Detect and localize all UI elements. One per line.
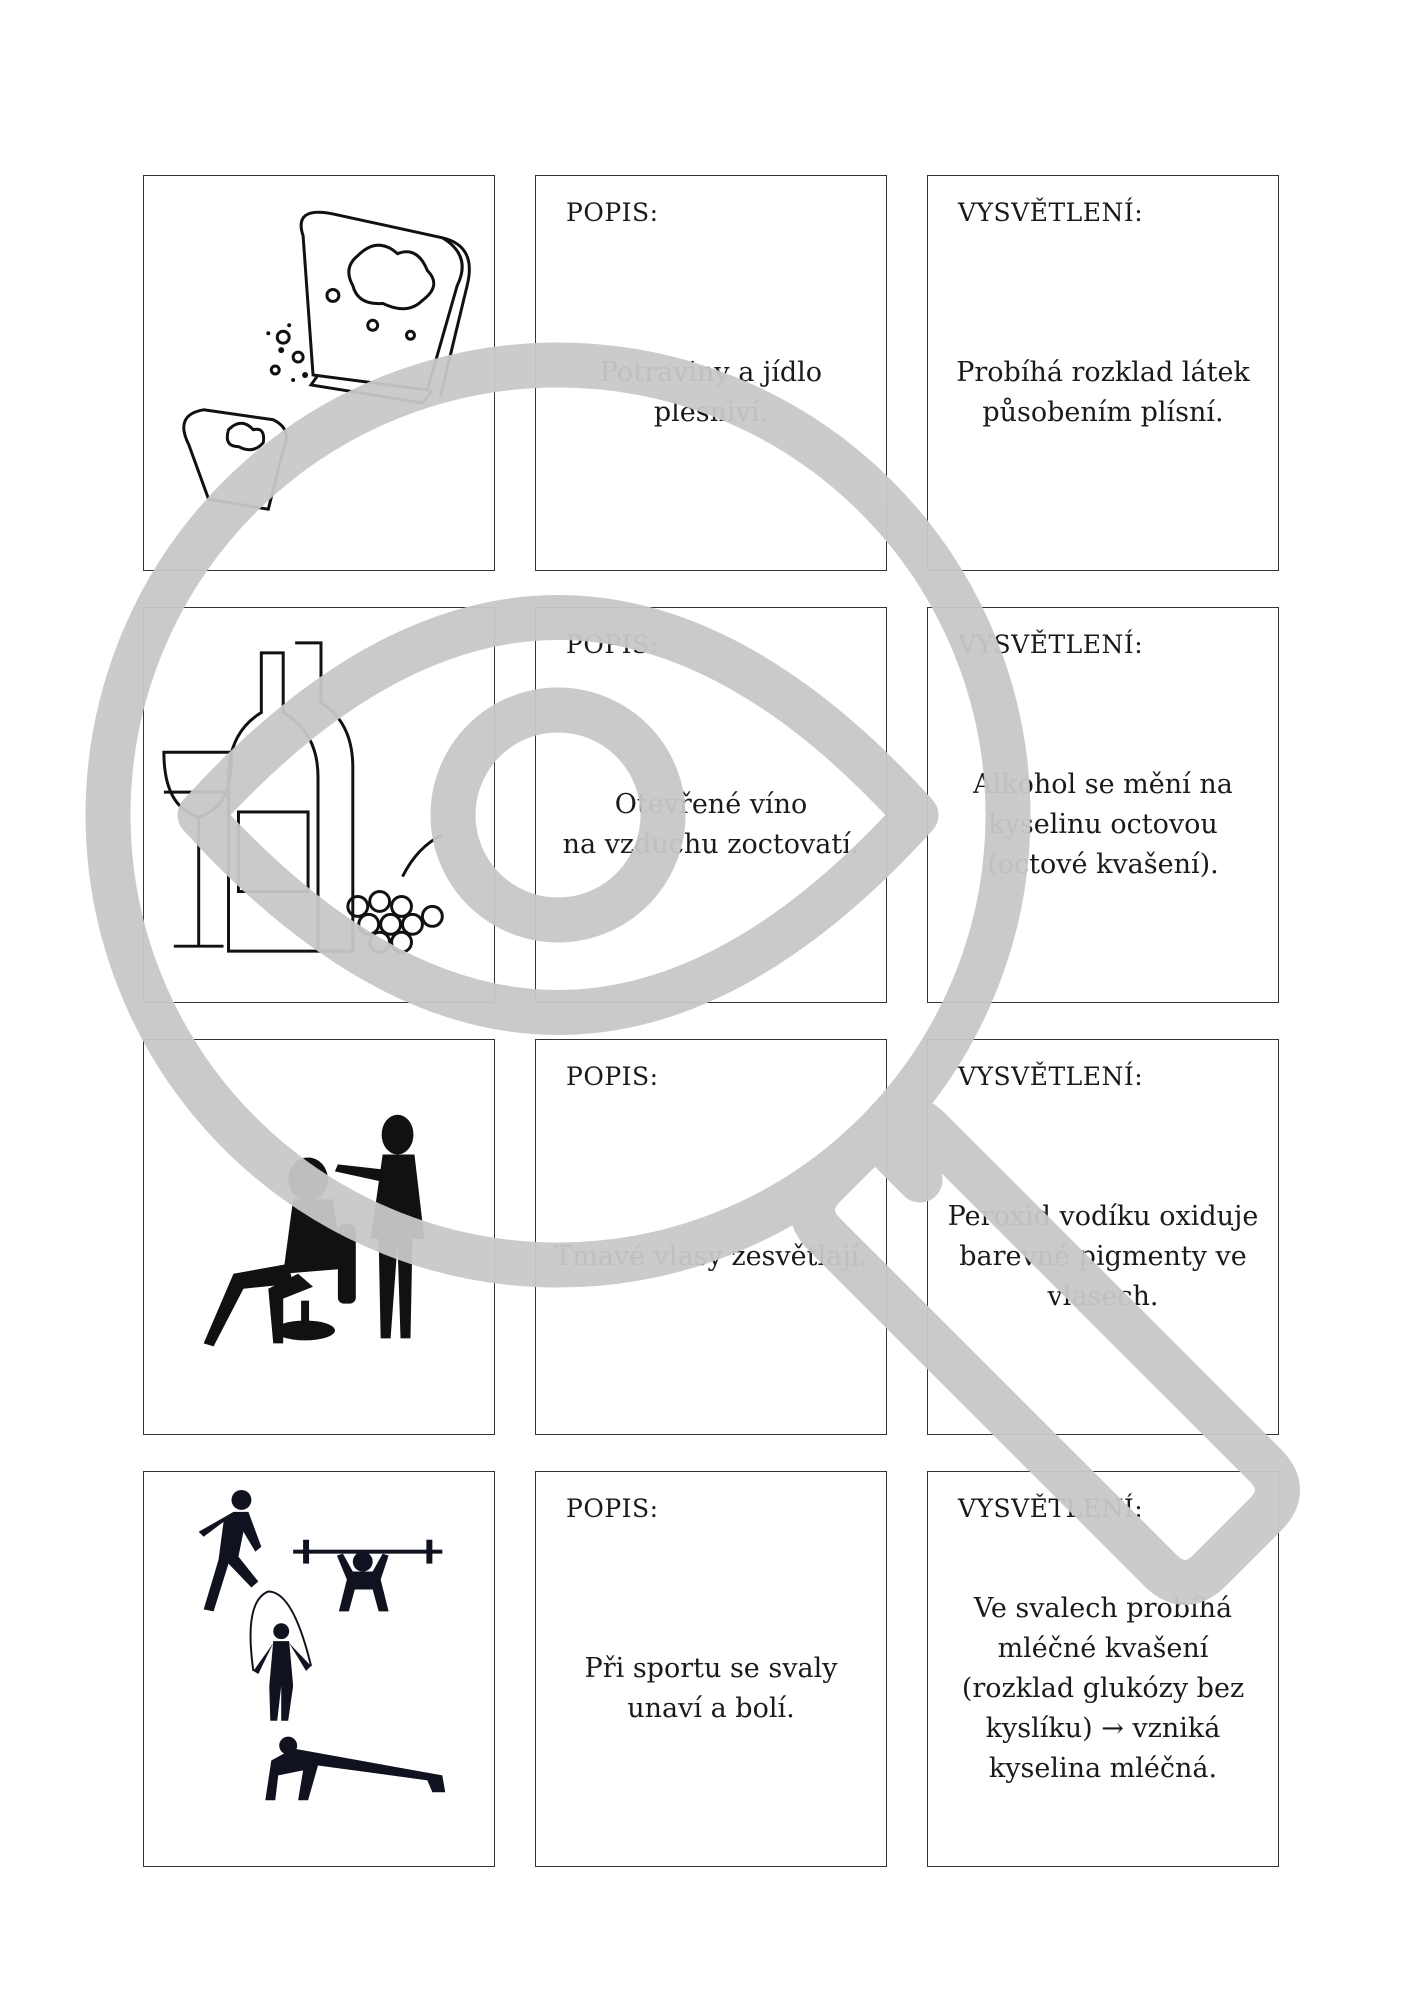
description-label: POPIS: (566, 630, 659, 659)
image-card-moldy-bread (143, 175, 495, 571)
moldy-bread-illustration (144, 176, 494, 570)
description-label: POPIS: (566, 198, 659, 227)
description-card-4 (535, 1471, 887, 1867)
description-card-1 (535, 175, 887, 571)
explanation-text: Probíhá rozklad látek působením plísní. (956, 357, 1250, 428)
explanation-text: Ve svalech probíhá mléčné kvašení (rozklad glukózy bez kyslíku) → vzniká kyselina mléčná. (961, 1593, 1245, 1784)
explanation-text: Peroxid vodíku oxiduje barevné pigmenty ve vlasech. (947, 1201, 1259, 1312)
description-text: Tmavé vlasy zesvětlají. (554, 1241, 868, 1272)
explanation-card-2 (927, 607, 1279, 1003)
description-text: Potraviny a jídlo plesniví. (599, 357, 823, 428)
sport-silhouettes-illustration (144, 1472, 494, 1866)
image-card-hairdresser (143, 1039, 495, 1435)
wine-bottles-glass-grapes-illustration (144, 608, 494, 1002)
explanation-label: VYSVĚTLENÍ: (958, 1494, 1144, 1523)
explanation-card-4 (927, 1471, 1279, 1867)
description-label: POPIS: (566, 1062, 659, 1091)
explanation-label: VYSVĚTLENÍ: (958, 198, 1144, 227)
image-card-wine (143, 607, 495, 1003)
description-text: Otevřené víno na vzduchu zoctovatí. (562, 789, 860, 860)
description-label: POPIS: (566, 1494, 659, 1523)
description-text: Při sportu se svaly unaví a bolí. (584, 1653, 838, 1724)
image-card-sport (143, 1471, 495, 1867)
explanation-card-1 (927, 175, 1279, 571)
hairdresser-silhouette-illustration (144, 1040, 494, 1434)
explanation-text: Alkohol se mění na kyselinu octovou (octové kvašení). (973, 769, 1233, 880)
explanation-card-3 (927, 1039, 1279, 1435)
explanation-label: VYSVĚTLENÍ: (958, 1062, 1144, 1091)
explanation-label: VYSVĚTLENÍ: (958, 630, 1144, 659)
description-card-3 (535, 1039, 887, 1435)
description-card-2 (535, 607, 887, 1003)
